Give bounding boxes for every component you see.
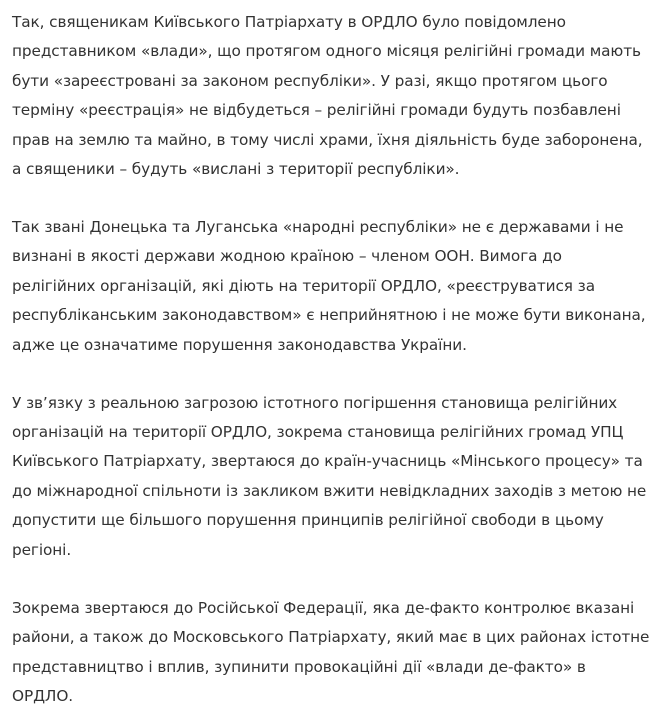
article-paragraph-4: Зокрема звертаюся до Російської Федерації, яка де-факто контролює вказані райони, а також до Московського Патріархату, який має в цих районах істотне представництво і вплив, зупинити провокаційні дії «влади де-факто» в ОРДЛО. (12, 598, 650, 705)
article-body (12, 8, 650, 711)
article-paragraph-3: У зв’язку з реальною загрозою істотного погіршення становища релігійних організацій на території ОРДЛО, зокрема становища релігійних громад УПЦ Київського Патріархату, звертаюся до країн-учасниць «Мінського процесу» та до міжнародної спільноти із закликом вжити невідкладних заходів з метою не допустити ще більшого порушення принципів релігійної свободи в цьому регіоні. (12, 393, 647, 559)
article-paragraph-1: Так, священикам Київського Патріархату в ОРДЛО було повідомлено представником «влади», що протягом одного місяця релігійні громади мають бути «зареєстровані за законом республіки». У разі, якщо протягом цього терміну «реєстрація» не відбудеться – релігійні громади будуть позбавлені прав на землю та майно, в тому числі храми, їхня діяльність буде заборонена, а священики – будуть «вислані з території республіки». (12, 13, 643, 179)
article-paragraph-2: Так звані Донецька та Луганська «народні республіки» не є державами і не визнані в якості держави жодною країною – членом ООН. Вимога до релігійних організацій, які діють на території ОРДЛО, «реєструватися за республіканським законодавством» є неприйнятною і не може бути виконана, адже це означатиме порушення законодавства України. (12, 218, 646, 354)
